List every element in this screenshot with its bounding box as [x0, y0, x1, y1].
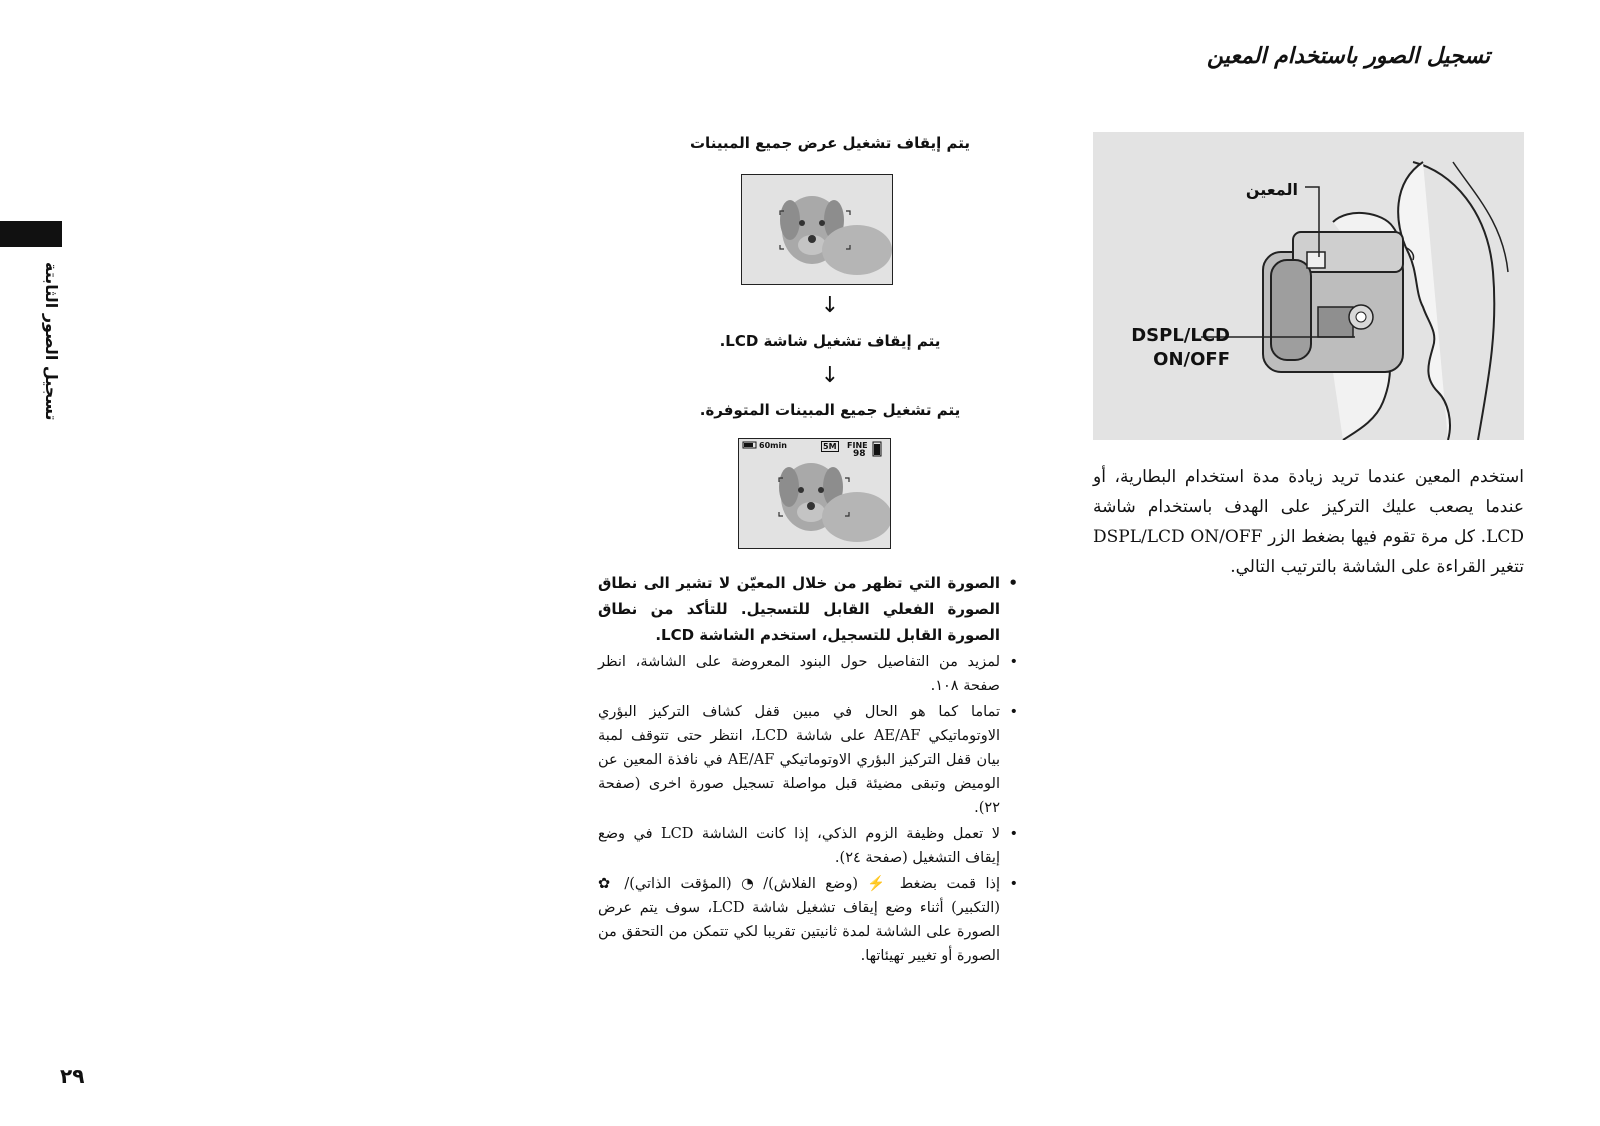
page-number: ٢٩ — [60, 1064, 85, 1088]
step-lcd-off: يتم إيقاف تشغيل شاشة LCD. — [719, 332, 941, 350]
camera-viewfinder-illustration — [1093, 132, 1524, 440]
quality-indicator: FINE — [847, 441, 868, 450]
dog-photo — [739, 439, 890, 548]
note-item: • لمزيد من التفاصيل حول البنود المعروضة على الشاشة، انظر صفحة ١٠٨. — [598, 650, 1018, 698]
dog-photo — [742, 175, 892, 284]
person-holding-camera-drawing — [1093, 132, 1524, 440]
battery-remaining-text: 60min — [759, 441, 787, 450]
section-tab-marker — [0, 221, 62, 247]
notes-list — [598, 570, 1018, 970]
note-item: • لا تعمل وظيفة الزوم الذكي، إذا كانت الشاشة LCD في وضع إيقاف التشغيل (صفحة ٢٤). — [598, 822, 1018, 870]
remaining-shots-count: 98 — [853, 449, 866, 459]
dspl-label-line1: DSPL/LCD — [1131, 325, 1230, 346]
section-tab-label: تسجيل الصور الثابتة — [42, 262, 61, 421]
dspl-label-line2: ON/OFF — [1153, 349, 1230, 370]
dspl-button-callout-label — [1131, 324, 1230, 372]
screen-preview-no-indicators — [741, 174, 893, 285]
image-size-indicator: 5M — [823, 442, 837, 451]
step-indicators-off: يتم إيقاف تشغيل عرض جميع المبينات — [689, 134, 971, 152]
note-item: • الصورة التي تظهر من خلال المعيّن لا تشير الى نطاق الصورة الفعلي القابل للتسجيل. للتأكد من نطاق الصورة القابل للتسجيل، استخدم الشاشة LCD. — [598, 570, 1018, 648]
note-item: • تماما كما هو الحال في مبين قفل كشاف التركيز البؤري الاوتوماتيكي AE/AF على شاشة LCD، انتظر حتى تتوقف لمبة بيان قفل التركيز البؤري الاوتوماتيكي AE/AF في نافذة المعين عن الوميض وتبقى مضيئة قبل مواصلة تسجيل صورة اخرى (صفحة ٢٢). — [598, 700, 1018, 820]
step-all-indicators-on: يتم تشغيل جميع المبينات المتوفرة. — [699, 401, 961, 419]
down-arrow-icon: ↓ — [820, 363, 840, 388]
screen-preview-with-indicators — [738, 438, 891, 549]
page-title: تسجيل الصور باستخدام المعين — [1206, 44, 1490, 69]
note-item: • إذا قمت بضغط ⚡ (وضع الفلاش)/ ◔ (المؤقت الذاتي)/ ✿ (التكبير) أثناء وضع إيقاف تشغيل شاشة LCD، سوف يتم عرض الصورة على الشاشة لمدة ثانيتين تقريبا لكي تتمكن من التحقق من الصورة أو تغيير تهيئاتها. — [598, 872, 1018, 968]
down-arrow-icon: ↓ — [820, 293, 840, 318]
intro-paragraph: استخدم المعين عندما تريد زيادة مدة استخدام البطارية، أو عندما يصعب عليك التركيز على الهدف باستخدام شاشة LCD. كل مرة تقوم فيها بضغط الزر DSPL/LCD ON/OFF تتغير القراءة على الشاشة بالترتيب التالي. — [1093, 467, 1524, 577]
viewfinder-callout-label: المعين — [1245, 180, 1298, 199]
